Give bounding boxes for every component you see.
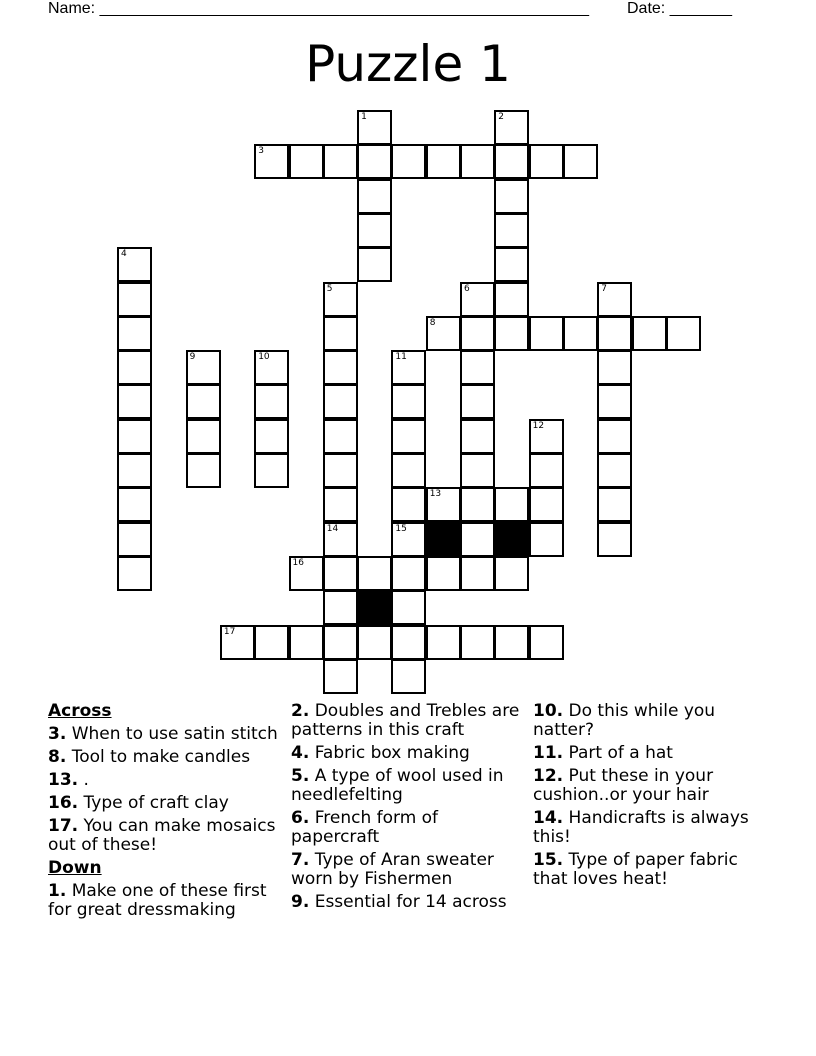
clue-down-15: 15. Type of paper fabric that loves heat! xyxy=(533,850,738,889)
clue-number: 2 xyxy=(498,112,505,122)
grid-cell[interactable] xyxy=(323,419,358,454)
grid-cell[interactable] xyxy=(323,659,358,694)
clue-down-10: 10. Do this while you natter? xyxy=(533,701,716,740)
grid-cell[interactable] xyxy=(391,625,426,660)
grid-cell[interactable] xyxy=(494,625,529,660)
across-heading: Across xyxy=(48,701,112,721)
grid-cell[interactable] xyxy=(117,316,152,351)
grid-cell[interactable] xyxy=(323,144,358,179)
clue-number: 7 xyxy=(601,283,607,294)
grid-cell[interactable] xyxy=(254,144,289,179)
grid-cell[interactable] xyxy=(529,487,564,522)
clue-number: 15 xyxy=(395,523,407,534)
grid-cell[interactable] xyxy=(597,453,632,488)
grid-cell[interactable] xyxy=(460,384,495,419)
clue-number: 4 xyxy=(121,249,127,260)
grid-cell[interactable] xyxy=(357,179,392,214)
grid-cell[interactable] xyxy=(117,247,152,282)
grid-cell[interactable] xyxy=(323,487,358,522)
grid-cell[interactable] xyxy=(220,625,255,660)
clue-number: 5 xyxy=(326,283,333,294)
grid-cell[interactable] xyxy=(186,453,221,488)
grid-cell[interactable] xyxy=(391,659,426,694)
grid-cell[interactable] xyxy=(494,144,529,179)
grid-cell[interactable] xyxy=(460,625,495,660)
grid-cell[interactable] xyxy=(460,453,495,488)
grid-cell[interactable] xyxy=(460,487,495,522)
grid-cell[interactable] xyxy=(460,144,495,179)
clue-number: 12 xyxy=(532,420,545,431)
black-square xyxy=(357,590,392,625)
grid-cell[interactable] xyxy=(597,522,632,557)
grid-cell[interactable] xyxy=(426,625,461,660)
clue-across-3: 3. When to use satin stitch xyxy=(48,724,278,744)
clue-across-16: 16. Type of craft clay xyxy=(48,793,229,813)
clue-number: 17 xyxy=(223,626,236,637)
grid-cell[interactable] xyxy=(632,316,667,351)
grid-cell[interactable] xyxy=(597,384,632,419)
grid-cell[interactable] xyxy=(494,110,529,145)
grid-cell[interactable] xyxy=(289,556,324,591)
clue-down-11: 11. Part of a hat xyxy=(533,743,673,763)
clue-down-12: 12. Put these in your cushion..or your hair xyxy=(533,766,714,805)
grid-cell[interactable] xyxy=(323,453,358,488)
grid-cell[interactable] xyxy=(323,384,358,419)
grid-cell[interactable] xyxy=(323,590,358,625)
clue-down-9: 9. Essential for 14 across xyxy=(291,892,507,912)
grid-cell[interactable] xyxy=(494,247,529,282)
grid-cell[interactable] xyxy=(254,419,289,454)
clue-number: 1 xyxy=(361,112,367,122)
clue-down-7: 7. Type of Aran sweater worn by Fishermen xyxy=(291,850,494,889)
clue-column-1 xyxy=(48,702,278,924)
clue-down-5: 5. A type of wool used in needlefelting xyxy=(291,766,504,805)
grid-cell[interactable] xyxy=(494,316,529,351)
grid-cell[interactable] xyxy=(254,350,289,385)
clue-down-4: 4. Fabric box making xyxy=(291,743,470,763)
clue-down-6: 6. French form of papercraft xyxy=(291,808,439,847)
grid-cell[interactable] xyxy=(529,144,564,179)
clue-number: 16 xyxy=(292,557,304,568)
grid-cell[interactable] xyxy=(117,522,152,557)
grid-cell[interactable] xyxy=(391,350,426,385)
clue-number: 13 xyxy=(429,489,442,500)
grid-cell[interactable] xyxy=(254,453,289,488)
puzzle-title: Puzzle 1 xyxy=(305,35,511,93)
grid-cell[interactable] xyxy=(391,419,426,454)
grid-cell[interactable] xyxy=(494,487,529,522)
clue-number: 8 xyxy=(429,317,436,328)
black-square xyxy=(494,522,529,557)
grid-cell[interactable] xyxy=(494,282,529,317)
grid-cell[interactable] xyxy=(357,144,392,179)
clue-across-13: 13. . xyxy=(48,770,89,790)
grid-cell[interactable] xyxy=(117,282,152,317)
down-heading: Down xyxy=(48,858,102,878)
grid-cell[interactable] xyxy=(117,556,152,591)
grid-cell[interactable] xyxy=(186,384,221,419)
clue-across-17: 17. You can make mosaics out of these! xyxy=(48,816,276,855)
grid-cell[interactable] xyxy=(391,556,426,591)
grid-cell[interactable] xyxy=(117,453,152,488)
clue-number: 9 xyxy=(189,352,196,363)
grid-cell[interactable] xyxy=(460,316,495,351)
clue-across-8: 8. Tool to make candles xyxy=(48,747,251,767)
date-field-label: Date: _______ xyxy=(627,0,732,17)
clue-down-14: 14. Handicrafts is always this! xyxy=(533,808,749,847)
grid-cell[interactable] xyxy=(460,419,495,454)
grid-cell[interactable] xyxy=(426,144,461,179)
grid-cell[interactable] xyxy=(597,350,632,385)
grid-cell[interactable] xyxy=(323,556,358,591)
clue-number: 3 xyxy=(258,146,264,157)
grid-cell[interactable] xyxy=(289,144,324,179)
grid-cell[interactable] xyxy=(426,556,461,591)
clue-number: 14 xyxy=(326,523,339,534)
clue-down-2: 2. Doubles and Trebles are patterns in this craft xyxy=(291,701,520,740)
clue-column-2 xyxy=(291,702,523,916)
clue-number: 10 xyxy=(258,352,270,363)
grid-cell[interactable] xyxy=(117,350,152,385)
grid-cell[interactable] xyxy=(426,316,461,351)
grid-cell[interactable] xyxy=(186,419,221,454)
grid-cell[interactable] xyxy=(323,625,358,660)
grid-cell[interactable] xyxy=(323,316,358,351)
grid-cell[interactable] xyxy=(254,384,289,419)
name-field-label: Name: _______________________________________________________ xyxy=(48,0,589,17)
grid-cell[interactable] xyxy=(254,625,289,660)
grid-cell[interactable] xyxy=(460,556,495,591)
grid-cell[interactable] xyxy=(391,144,426,179)
grid-cell[interactable] xyxy=(117,419,152,454)
clue-number: 11 xyxy=(395,352,407,363)
grid-cell[interactable] xyxy=(391,453,426,488)
grid-cell[interactable] xyxy=(289,625,324,660)
grid-cell[interactable] xyxy=(323,282,358,317)
clue-column-3 xyxy=(533,702,773,893)
grid-cell[interactable] xyxy=(563,144,598,179)
grid-cell[interactable] xyxy=(460,522,495,557)
grid-cell[interactable] xyxy=(357,110,392,145)
clue-number: 6 xyxy=(464,283,470,294)
grid-cell[interactable] xyxy=(323,350,358,385)
grid-cell[interactable] xyxy=(460,350,495,385)
grid-cell[interactable] xyxy=(529,522,564,557)
grid-cell[interactable] xyxy=(529,625,564,660)
grid-cell[interactable] xyxy=(391,590,426,625)
grid-cell[interactable] xyxy=(666,316,701,351)
grid-cell[interactable] xyxy=(529,419,564,454)
black-square xyxy=(426,522,461,557)
clue-down-1: 1. Make one of these first for great dressmaking xyxy=(48,881,267,920)
grid-cell[interactable] xyxy=(117,487,152,522)
grid-cell[interactable] xyxy=(323,522,358,557)
grid-cell[interactable] xyxy=(563,316,598,351)
grid-cell[interactable] xyxy=(357,625,392,660)
grid-cell[interactable] xyxy=(391,487,426,522)
grid-cell[interactable] xyxy=(494,213,529,248)
grid-cell[interactable] xyxy=(597,316,632,351)
grid-cell[interactable] xyxy=(529,316,564,351)
grid-cell[interactable] xyxy=(357,213,392,248)
grid-cell[interactable] xyxy=(117,384,152,419)
grid-cell[interactable] xyxy=(460,282,495,317)
grid-cell[interactable] xyxy=(597,419,632,454)
grid-cell[interactable] xyxy=(529,453,564,488)
grid-cell[interactable] xyxy=(597,282,632,317)
grid-cell[interactable] xyxy=(494,556,529,591)
grid-cell[interactable] xyxy=(391,522,426,557)
grid-cell[interactable] xyxy=(391,384,426,419)
grid-cell[interactable] xyxy=(597,487,632,522)
grid-cell[interactable] xyxy=(357,556,392,591)
grid-cell[interactable] xyxy=(426,487,461,522)
grid-cell[interactable] xyxy=(494,179,529,214)
grid-cell[interactable] xyxy=(186,350,221,385)
grid-cell[interactable] xyxy=(357,247,392,282)
